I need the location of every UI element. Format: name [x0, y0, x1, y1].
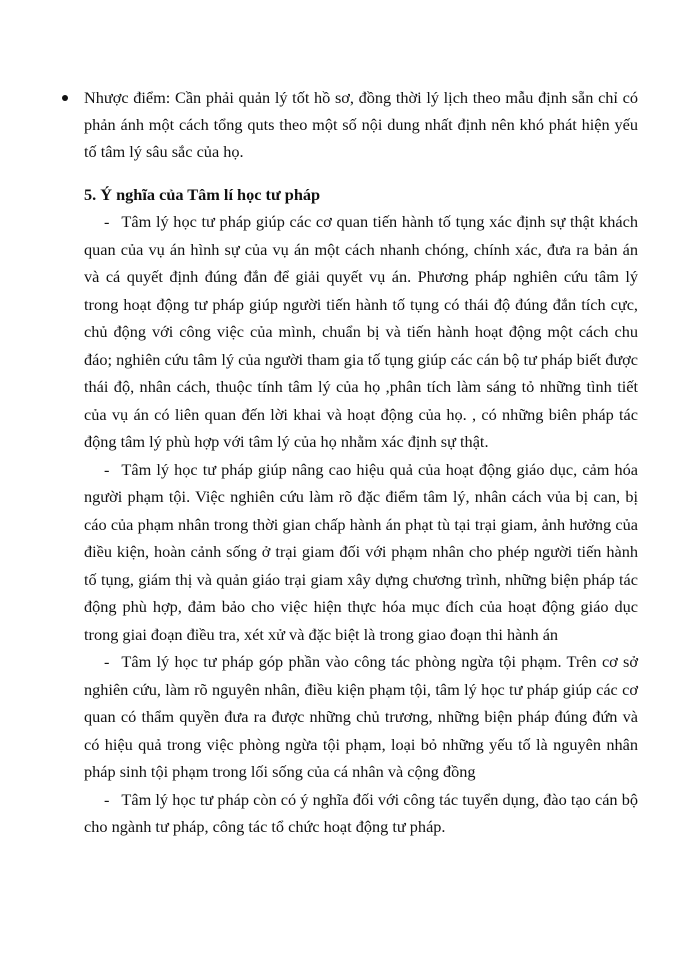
paragraph-3 [84, 648, 638, 786]
paragraph-dash: - [104, 459, 110, 479]
paragraph-text: Tâm lý học tư pháp giúp nâng cao hiệu quả của hoạt động giáo dục, cảm hóa người phạm tội. Việc nghiên cứu làm rõ đặc điểm tâm lý, nhân cách vủa bị can, bị cáo của phạm nhân trong thời gian chấp hành án phạt tù tại trại giam, ảnh hưởng của điều kiện, hoàn cảnh sống ở trại giam đối với phạm nhân cho phép người tiến hành tố tụng, giám thị và quản giáo trại giam xây dựng chương trình, những biện pháp tác động phù hợp, đảm bảo cho việc hiện thực hóa mục đích của hoạt động giáo dục trong giai đoạn điều tra, xét xử và đặc biệt là trong giao đoạn thi hành án [84, 459, 638, 644]
paragraph-2 [84, 456, 638, 649]
paragraph-dash: - [104, 652, 110, 671]
paragraph-4 [84, 786, 638, 841]
paragraph-text: Tâm lý học tư pháp góp phần vào công tác phòng ngừa tội phạm. Trên cơ sở nghiên cứu, làm rõ nguyên nhân, điều kiện phạm tội, tâm lý học tư pháp giúp các cơ quan có thẩm quyền đưa ra được những chủ trương, những biện pháp đúng đứn và có hiệu quả trong việc phòng ngừa tội phạm, loại bỏ những yếu tố là nguyên nhân pháp sinh tội phạm trong lối sống của cá nhân và cộng đồng [84, 652, 638, 781]
bullet-dot-icon [62, 95, 68, 101]
paragraph-text: Tâm lý học tư pháp giúp các cơ quan tiến hành tố tụng xác định sự thật khách quan của vụ án hình sự của vụ án một cách nhanh chóng, chính xác, đưa ra bản án và cá quyết định đúng đắn để giải quyết vụ án. Phương pháp nghiên cứu tâm lý trong hoạt động tư pháp giúp người tiến hành tố tụng có thái độ đúng đắn tích cực, chủ động với công việc của mình, chuẩn bị và tiến hành hoạt động một cách chu đáo; nghiên cứu tâm lý của người tham gia tố tụng giúp các cán bộ tư pháp biết được thái độ, nhân cách, thuộc tính tâm lý của họ ,phân tích làm sáng tỏ những tình tiết của vụ án có liên quan đến lời khai và hoạt động của họ. , có những biên pháp tác động tâm lý phù hợp với tâm lý của họ nhằm xác định sự thật. [84, 212, 638, 451]
paragraph-dash: - [104, 212, 110, 231]
bullet-text: Nhược điểm: Cần phải quản lý tốt hồ sơ, đồng thời lý lịch theo mẫu định sẵn chỉ có phản ánh một cách tổng quts theo một số nội dung nhất định nên khó phát hiện yếu tố tâm lý sâu sắc của họ. [84, 88, 638, 161]
section-heading: 5. Ý nghĩa của Tâm lí học tư pháp [84, 185, 321, 204]
paragraph-dash: - [104, 789, 110, 809]
bullet-item-disadvantage [62, 84, 638, 165]
paragraph-text: Tâm lý học tư pháp còn có ý nghĩa đối với công tác tuyển dụng, đào tạo cán bộ cho ngành tư pháp, công tác tổ chức hoạt động tư pháp. [84, 789, 638, 836]
paragraph-1 [84, 208, 638, 456]
